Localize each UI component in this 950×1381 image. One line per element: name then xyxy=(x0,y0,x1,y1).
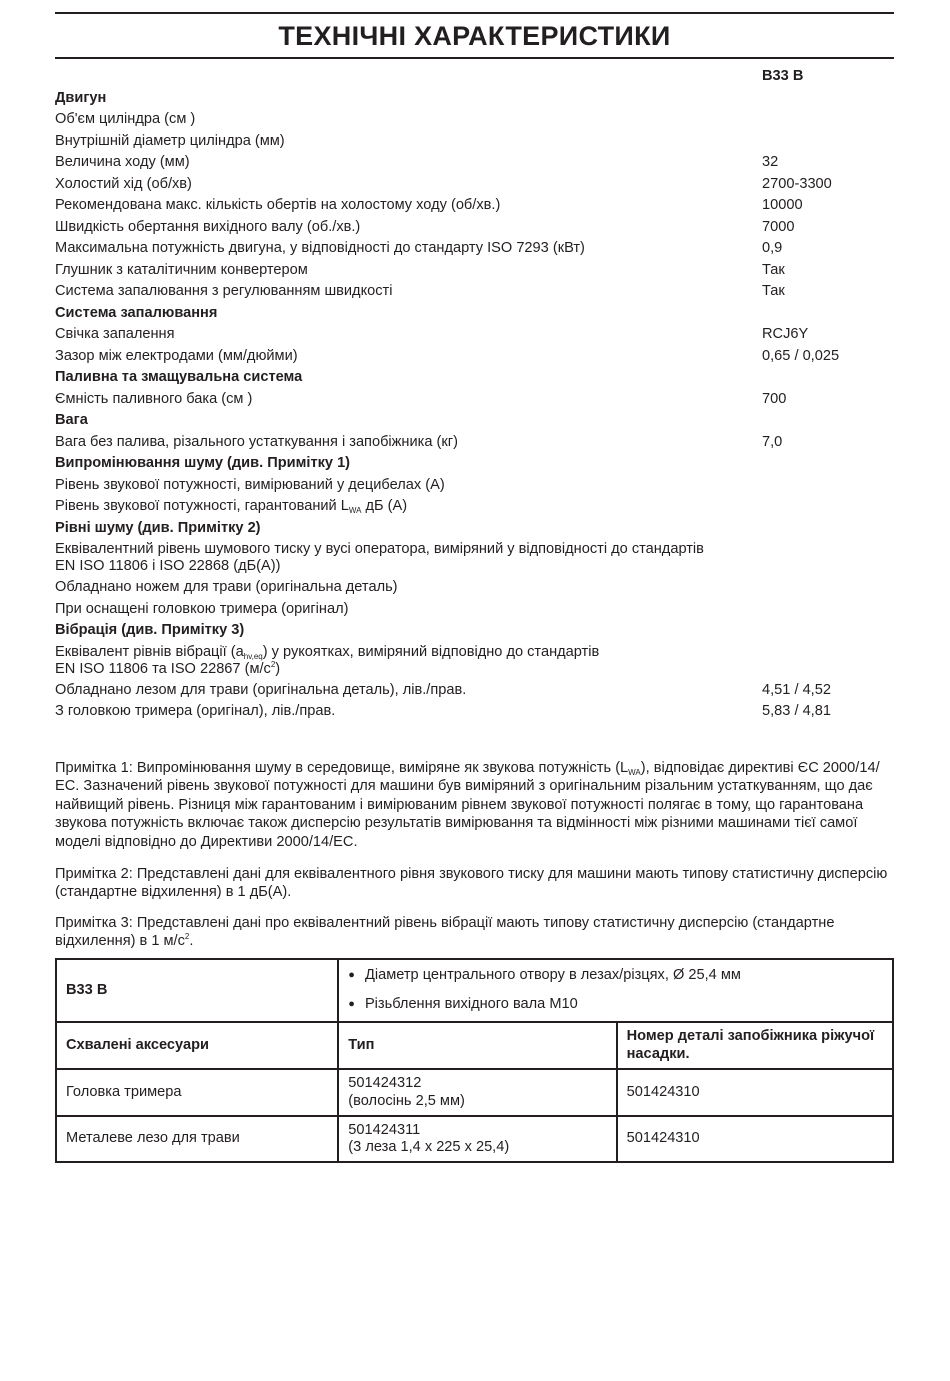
spec-row xyxy=(55,701,895,723)
spec-row xyxy=(55,260,895,282)
spec-row-noise-eq xyxy=(55,539,895,577)
spec-label: Глушник з каталітичним конвертером xyxy=(55,261,308,278)
spec-row xyxy=(55,238,895,260)
spec-label: Двигун xyxy=(55,89,107,106)
bullet-item: ● Діаметр центрального отвору в лезах/різцях, Ø 25,4 мм xyxy=(348,962,883,991)
spec-row xyxy=(55,389,895,411)
header-accessory: Схвалені аксесуари xyxy=(56,1022,338,1069)
spec-section-heading xyxy=(55,410,895,432)
spec-row xyxy=(55,599,895,621)
spec-value: Так xyxy=(762,261,785,278)
accessory-type: 501424311 (3 леза 1,4 x 225 x 25,4) xyxy=(338,1116,616,1162)
spec-value: 0,65 / 0,025 xyxy=(762,347,840,364)
spec-label: При оснащені головкою тримера (оригінал) xyxy=(55,600,349,617)
spec-value: 32 xyxy=(762,154,779,170)
spec-label: Система запалювання з регулюванням швидкості xyxy=(55,283,393,299)
spec-section-heading xyxy=(55,88,895,110)
spec-label: Вага xyxy=(55,412,88,428)
spec-column-header xyxy=(55,66,895,88)
spec-value: 2700-3300 xyxy=(762,175,832,192)
spec-row xyxy=(55,174,895,196)
spec-label: Ємність паливного бака (см ) xyxy=(55,390,253,407)
accessories-bullets xyxy=(338,959,893,1022)
spec-row-vib-eq xyxy=(55,642,895,680)
accessories-model-row xyxy=(56,959,893,1022)
title-bar xyxy=(55,12,894,59)
spec-label: Еквівалент рівнів вібрації $(a_{hv,eq})$ у рукоятках, виміряний відповідно до стандартів EN ISO 11806 та ISO 22867 $(м/с^2)$ xyxy=(55,643,600,677)
spec-label: Обладнано лезом для трави (оригінальна деталь), лів./прав. xyxy=(55,681,467,698)
spec-value: RCJ6Y xyxy=(762,326,809,342)
page-title: ТЕХНІЧНІ ХАРАКТЕРИСТИКИ xyxy=(278,21,671,51)
spec-section-heading xyxy=(55,453,895,475)
accessory-part: 501424310 xyxy=(617,1116,893,1162)
spec-value: 10000 xyxy=(762,197,803,213)
spec-row xyxy=(55,152,895,174)
spec-row xyxy=(55,475,895,497)
spec-label: Зазор між електродами (мм/дюйми) xyxy=(55,347,298,364)
accessories-table xyxy=(55,958,894,1163)
spec-value: Так xyxy=(762,283,785,299)
spec-label: Рівні шуму (див. Примітку 2) xyxy=(55,519,261,536)
spec-value: 7,0 xyxy=(762,433,783,450)
spec-label: Еквівалентний рівень шумового тиску у вусі оператора, виміряний у відповідності до стандартів EN ISO 11806 і ISO 22868 (дБ(А)) xyxy=(55,541,704,574)
spec-label: Швидкість обертання вихідного валу (об./хв.) xyxy=(55,218,361,235)
spec-label: Максимальна потужність двигуна, у відповідності до стандарту ISO 7293 (кВт) xyxy=(55,240,585,256)
spec-row xyxy=(55,131,895,153)
spec-rows-group xyxy=(55,518,895,540)
accessories-model: B33 B xyxy=(56,959,338,1022)
spec-rows-group xyxy=(55,88,895,497)
spec-label: Випромінювання шуму (див. Примітку 1) xyxy=(55,455,351,471)
spec-label: Величина ходу (мм) xyxy=(55,154,190,170)
spec-label: Система запалювання xyxy=(55,304,218,321)
spec-section-heading xyxy=(55,518,895,540)
spec-value: 0,9 xyxy=(762,240,783,256)
accessories-header-row xyxy=(56,1022,893,1069)
spec-label: З головкою тримера (оригінал), лів./прав. xyxy=(55,703,336,719)
spec-label: Свічка запалення xyxy=(55,326,175,342)
spec-row xyxy=(55,577,895,599)
spec-value: 4,51 / 4,52 xyxy=(762,681,831,698)
spec-label: Обладнано ножем для трави (оригінальна деталь) xyxy=(55,579,398,595)
spec-row xyxy=(55,217,895,239)
spec-label: Внутрішній діаметр циліндра (мм) xyxy=(55,132,285,149)
spec-label: Вібрація (див. Примітку 3) xyxy=(55,622,245,638)
spec-label: Рекомендована макс. кількість обертів на холостому ходу (об/хв.) xyxy=(55,197,501,213)
accessory-part: 501424310 xyxy=(617,1069,893,1116)
spec-label: Холостий хід (об/хв) xyxy=(55,175,192,192)
note-2: Примітка 2: Представлені дані для еквівалентного рівня звукового тиску для машини мають типову статистичну дисперсію (стандартне відхилення) в 1 дБ(А). xyxy=(55,866,888,901)
spec-value: 7000 xyxy=(762,218,795,235)
model-column-label: B33 B xyxy=(762,68,804,84)
spec-label: Об'єм циліндра (см ) xyxy=(55,111,196,127)
spec-row xyxy=(55,346,895,368)
table-row xyxy=(56,1069,893,1116)
spec-rows-group xyxy=(55,577,895,642)
spec-value: 700 xyxy=(762,390,787,407)
header-type: Тип xyxy=(338,1022,616,1069)
spec-value: 5,83 / 4,81 xyxy=(762,703,831,719)
accessory-name: Металеве лезо для трави xyxy=(56,1116,338,1162)
spec-label: Рівень звукової потужності, вимірюваний у децибелах (А) xyxy=(55,476,445,493)
accessory-name: Головка тримера xyxy=(56,1069,338,1116)
accessory-type: 501424312 (волосінь 2,5 мм) xyxy=(338,1069,616,1116)
note-3: Примітка 3: Представлені дані про еквівалентний рівень вібрації мають типову статистичну дисперсію (стандартне відхилення) в 1 $м/с^2$. xyxy=(55,915,835,950)
spec-row xyxy=(55,324,895,346)
spec-section-heading xyxy=(55,303,895,325)
note-1: Примітка 1: Випромінювання шуму в середовище, виміряне як звукова потужність $(L_{WA})$, відповідає директиві ЄС 2000/14/ЕС. Зазначений рівень звукової потужності для машини був виміряний з оригінальним різальним устаткуванням, що дає найвищий рівень. Різниця між гарантованим і вимірюваним рівнем звукової потужності полягає в тому, що гарантована звукова потужність включає також дисперсію результатів вимірювання та відмінності між різними машинами тієї самої моделі відповідно до Директиви 2000/14/ЕС. xyxy=(55,760,880,850)
spec-row xyxy=(55,680,895,702)
spec-row-lwa xyxy=(55,496,895,518)
spec-section-heading xyxy=(55,620,895,642)
bullet-item: ● Різьблення вихідного вала M10 xyxy=(348,991,883,1020)
spec-section-heading xyxy=(55,367,895,389)
spec-rows-group xyxy=(55,680,895,723)
spec-row xyxy=(55,109,895,131)
spec-row xyxy=(55,281,895,303)
table-row xyxy=(56,1116,893,1162)
header-part-number: Номер деталі запобіжника ріжучої насадки. xyxy=(617,1022,893,1069)
spec-label: Паливна та змащувальна система xyxy=(55,369,303,385)
spec-row xyxy=(55,432,895,454)
spec-label: Вага без палива, різального устаткування і запобіжника (кг) xyxy=(55,433,458,450)
spec-label: Рівень звукової потужності, гарантований $L_{WA}$ дБ (А) xyxy=(55,498,408,515)
spec-list xyxy=(55,66,895,723)
spec-row xyxy=(55,195,895,217)
